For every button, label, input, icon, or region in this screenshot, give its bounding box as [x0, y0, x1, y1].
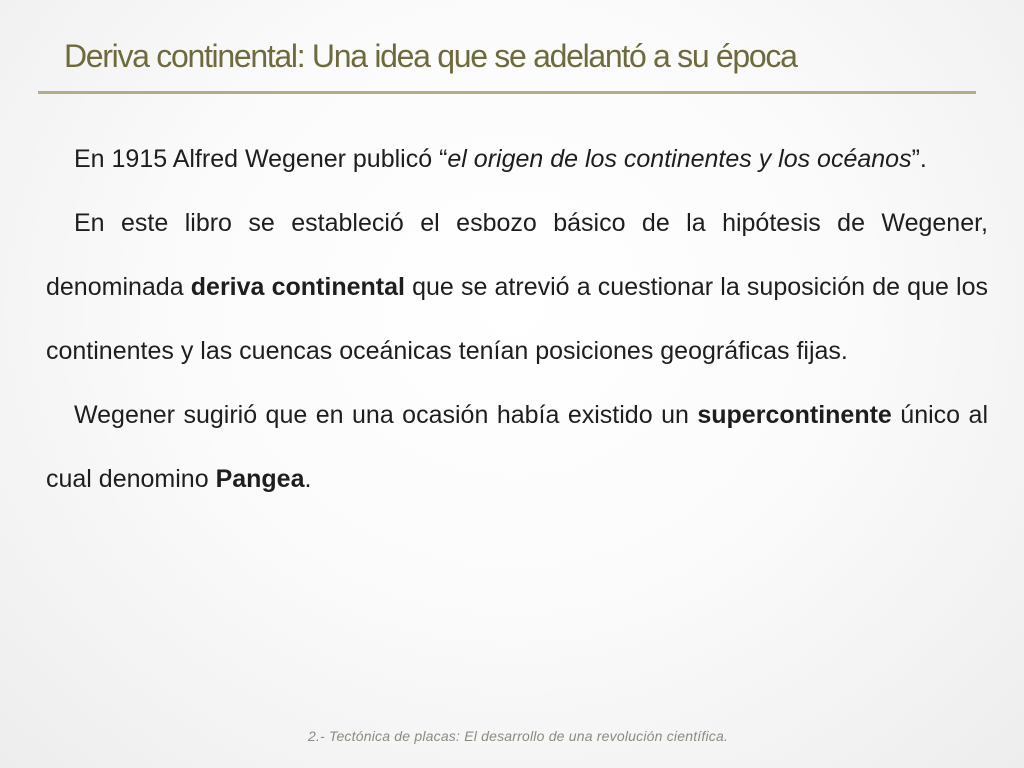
paragraph-pangea	[46, 383, 988, 511]
term-pangea: Pangea	[215, 465, 305, 493]
slide-footer: 2.- Tectónica de placas: El desarrollo de una revolución científica.	[307, 728, 729, 744]
book-title: el origen de los continentes y los océanos	[447, 145, 912, 173]
paragraph-publication-text: En 1915 Alfred Wegener publicó “	[74, 145, 448, 173]
paragraph-pangea-end: .	[304, 465, 312, 493]
paragraph-publication-end: ”.	[911, 145, 927, 173]
paragraph-pangea-text: Wegener sugirió que en una ocasión había existido un	[74, 401, 698, 429]
paragraph-hypothesis-end: que se atrevió a cuestionar la suposición de que los continentes y las cuencas oceánicas tenían posiciones geográficas fijas.	[46, 273, 988, 365]
paragraph-pangea-middle: único al cual denomino	[46, 401, 988, 493]
term-deriva-continental: deriva continental	[190, 273, 405, 301]
paragraph-publication	[46, 127, 988, 191]
paragraph-hypothesis	[46, 191, 988, 383]
slide-title: Deriva continental: Una idea que se adelantó a su época	[64, 38, 797, 74]
title-divider	[38, 91, 976, 94]
term-supercontinente: supercontinente	[697, 401, 892, 429]
paragraph-hypothesis-text: En este libro se estableció el esbozo básico de la hipótesis de Wegener, denominada	[46, 209, 988, 301]
slide-body	[46, 127, 988, 511]
